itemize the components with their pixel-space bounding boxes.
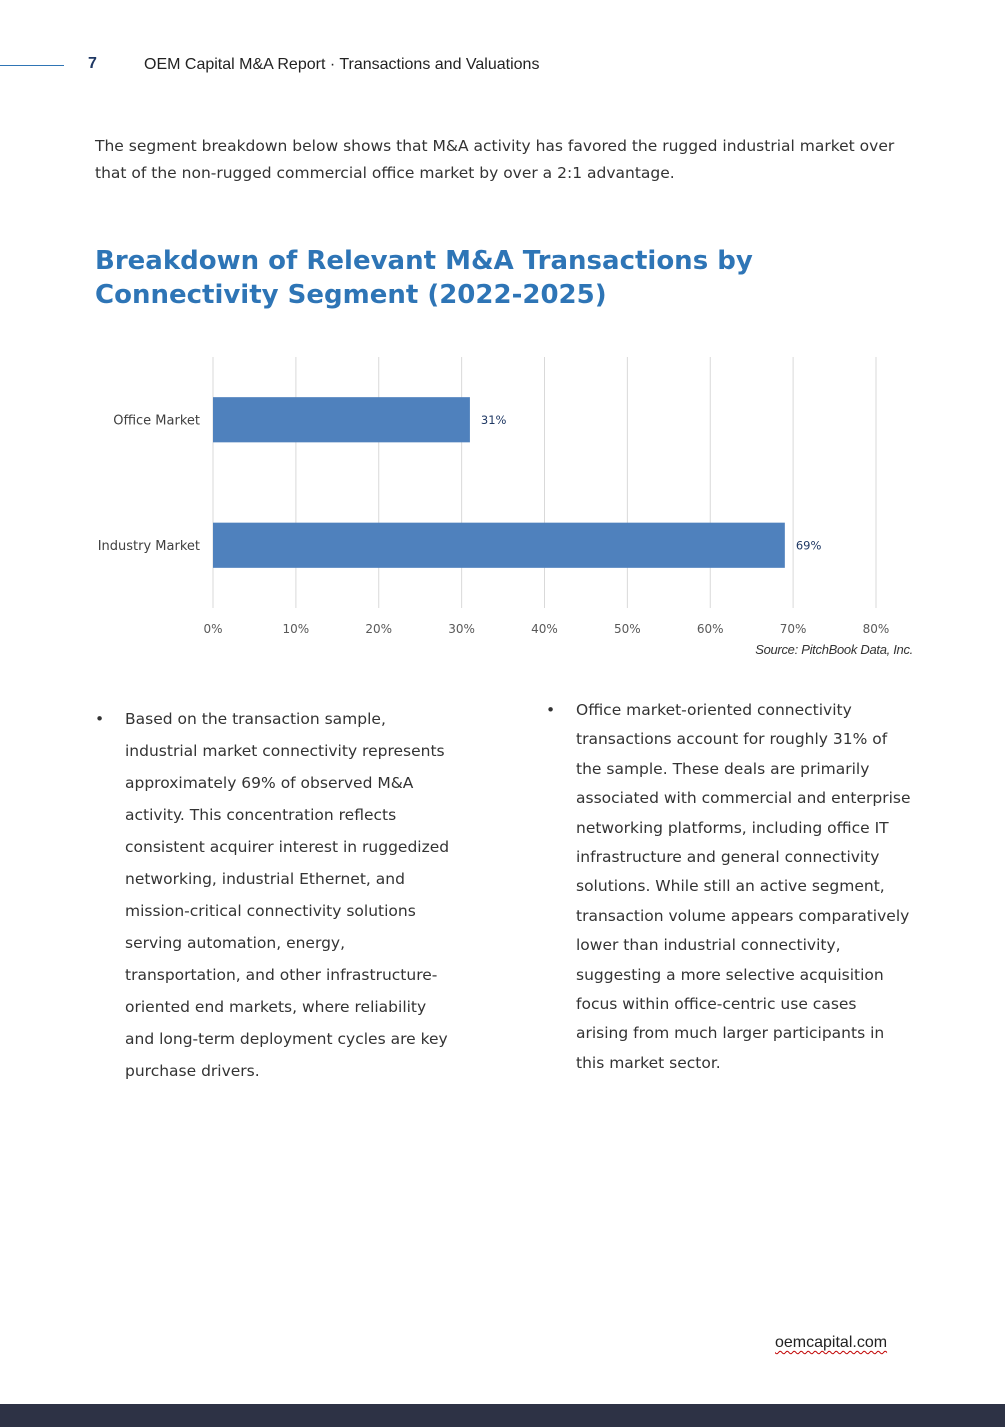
data-label: 31% <box>480 412 507 427</box>
data-label: 69% <box>795 538 822 553</box>
right-bullet-list <box>576 696 911 1078</box>
bullet-office: • Office market-oriented connectivity transactions account for roughly 31% of the sample. These deals are primarily associated with commercial and enterprise networking platforms, including office IT infrastructure and general connectivity solutions. While still an active segment, transaction volume appears comparatively lower than industrial connectivity, suggesting a more selective acquisition focus within office-centric use cases arising from much larger participants in this market sector. <box>576 696 911 1078</box>
bullet-industry: • Based on the transaction sample, industrial market connectivity represents approximately 69% of observed M&A activity. This concentration reflects consistent acquirer interest in ruggedized networking, industrial Ethernet, and mission-critical connectivity solutions serving automation, energy, transportation, and other infrastructure-oriented end markets, where reliability and long-term deployment cycles are key purchase drivers. <box>125 703 460 1087</box>
bar <box>213 397 470 442</box>
intro-paragraph: The segment breakdown below shows that M&A activity has favored the rugged industrial market over that of the non-rugged commercial office market by over a 2:1 advantage. <box>95 137 895 182</box>
x-tick-label: 60% <box>696 622 724 636</box>
x-tick-label: 30% <box>448 622 475 636</box>
report-header-title: OEM Capital M&A Report · Transactions and Valuations <box>144 56 540 73</box>
x-tick-label: 80% <box>862 622 890 636</box>
header-rule <box>0 65 64 66</box>
footer-bar <box>0 1404 1005 1427</box>
chart-source: Source: PitchBook Data, Inc. <box>755 642 913 657</box>
chart-title: Breakdown of Relevant M&A Transactions by Connectivity Segment (2022-2025) <box>95 246 753 310</box>
x-tick-label: 50% <box>614 622 641 636</box>
category-label: Industry Market <box>97 538 200 554</box>
segment-bar-chart <box>0 0 1005 700</box>
x-tick-label: 0% <box>203 622 223 636</box>
category-label: Office Market <box>113 413 200 429</box>
page-number: 7 <box>88 55 97 72</box>
website-link[interactable]: oemcapital.com <box>775 1334 888 1351</box>
x-tick-label: 20% <box>365 622 393 636</box>
x-tick-label: 70% <box>779 622 807 636</box>
left-bullet-list <box>125 703 460 1087</box>
bar <box>213 523 785 568</box>
x-tick-label: 10% <box>282 622 310 636</box>
x-tick-label: 40% <box>531 622 558 636</box>
